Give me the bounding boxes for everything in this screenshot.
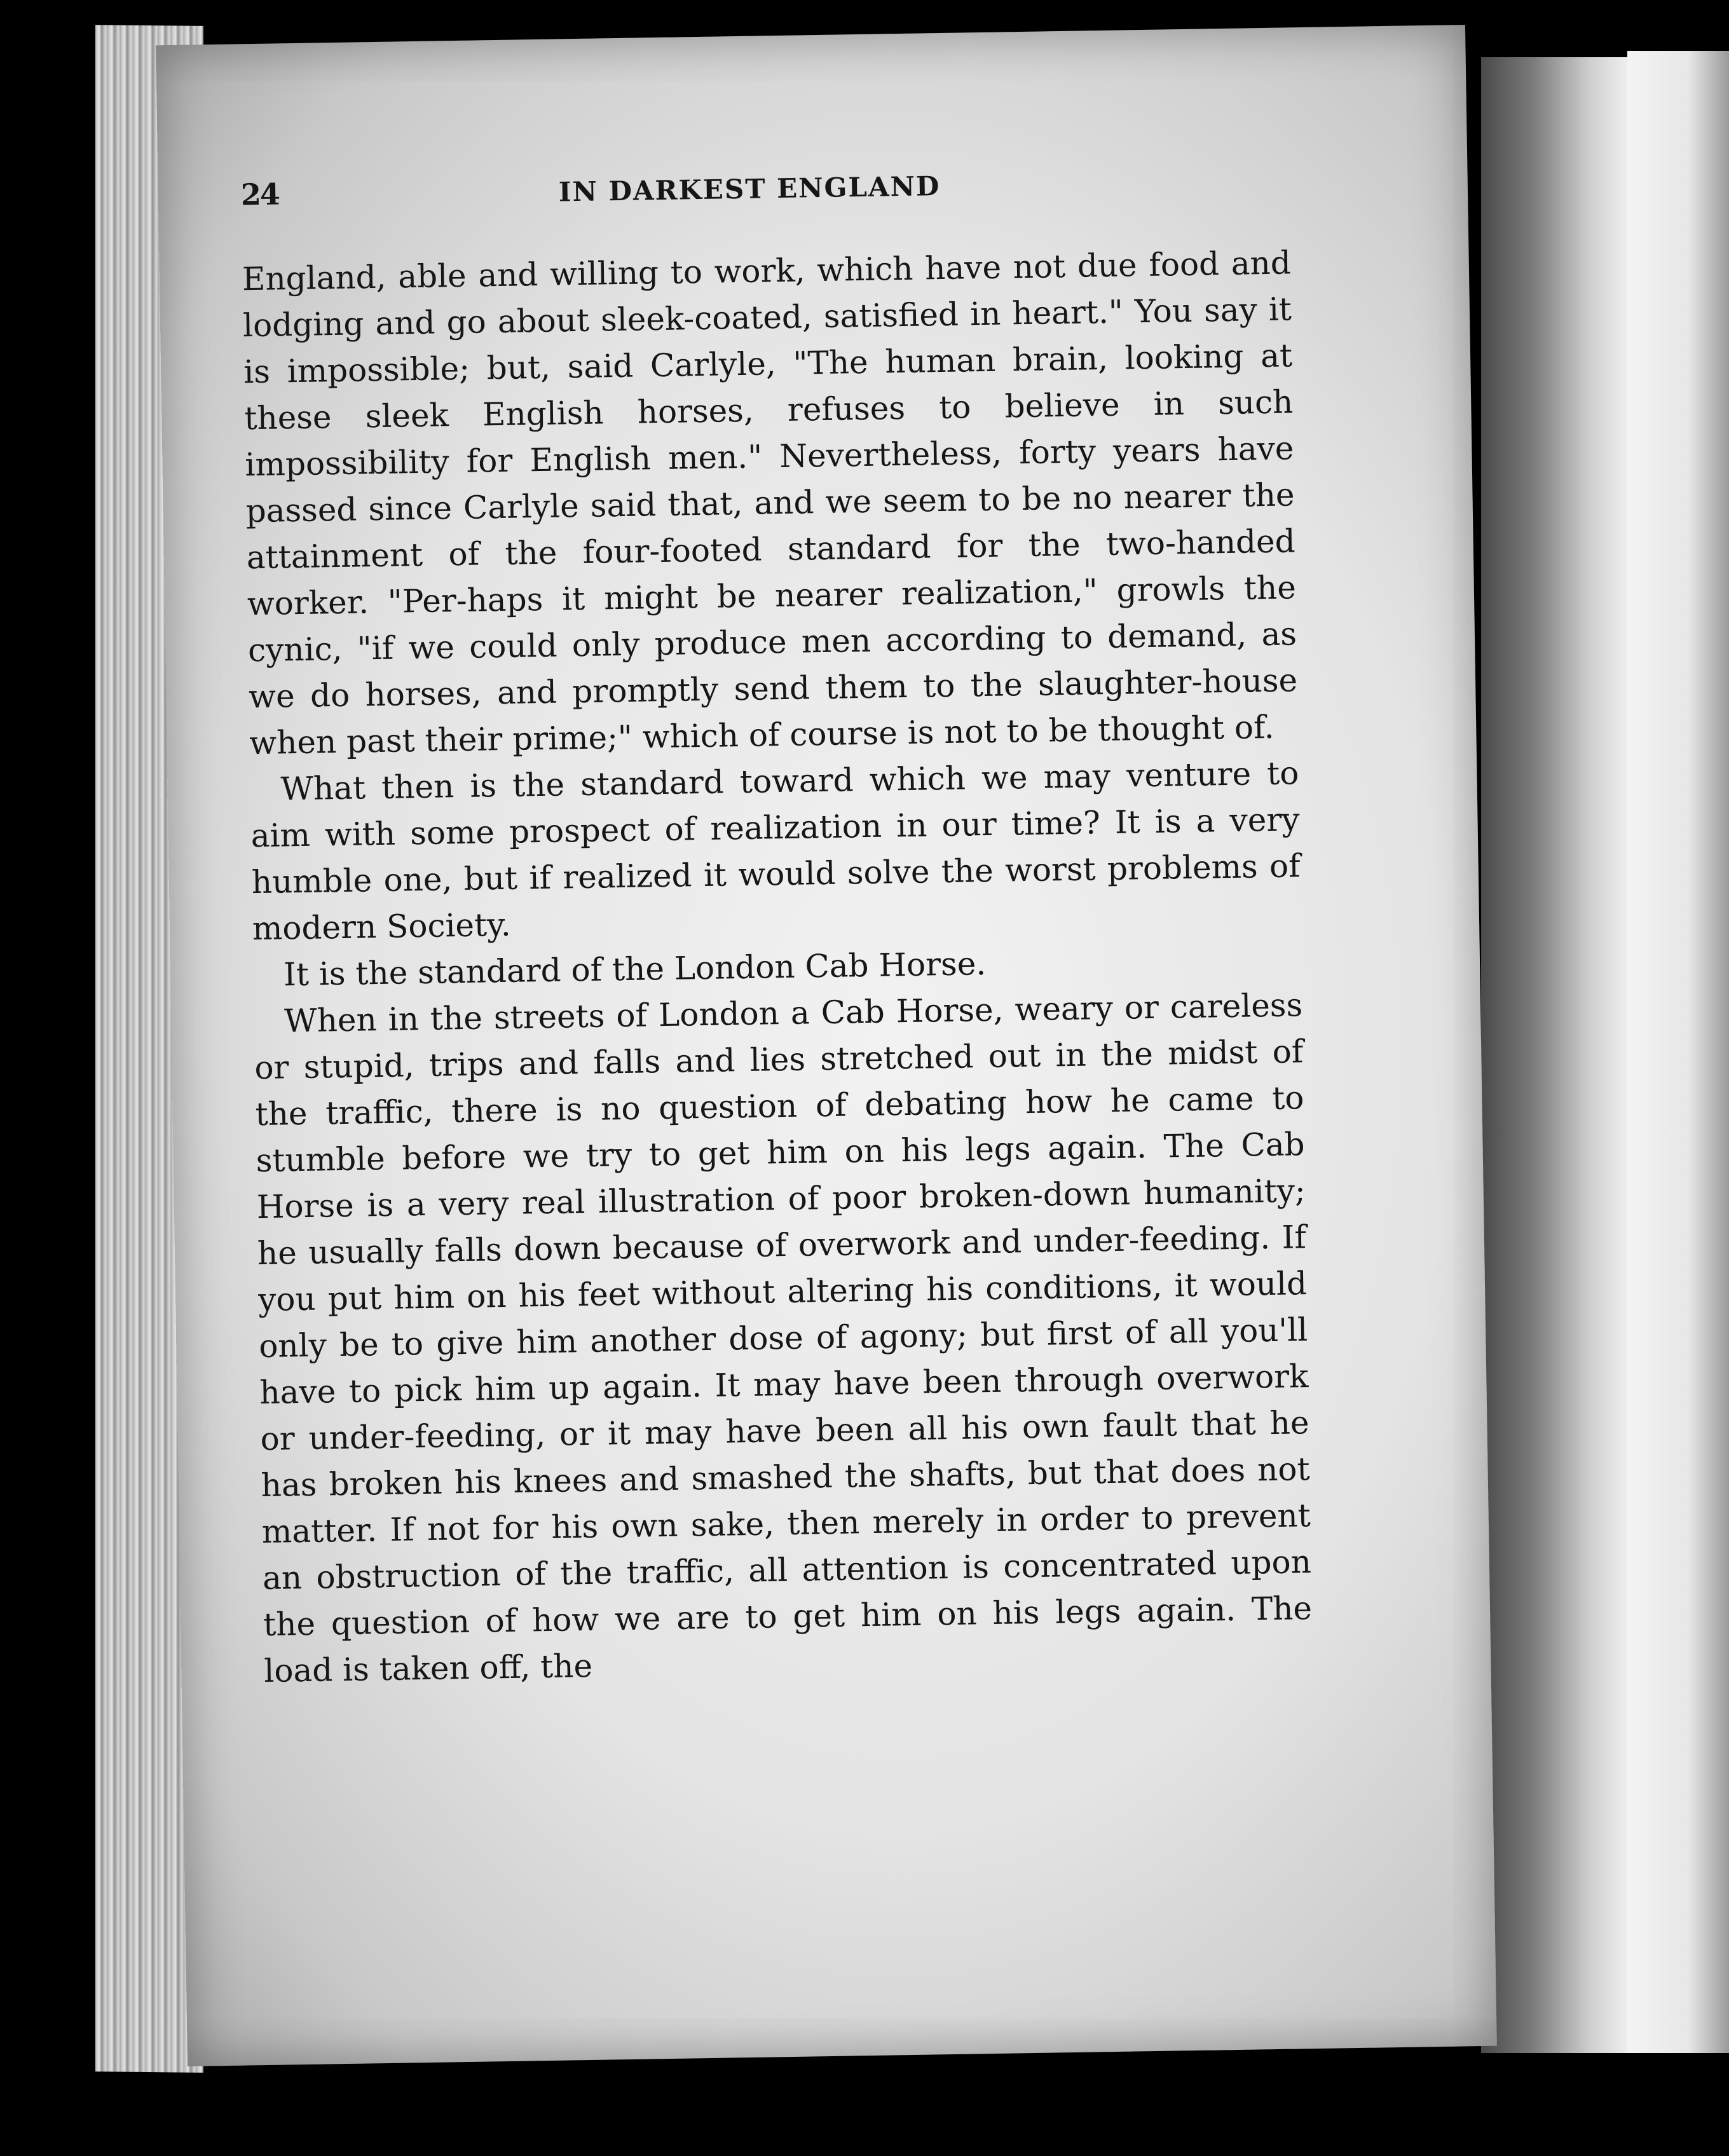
paragraph-cab-horse-standard: It is the standard of the London Cab Horse. <box>283 945 987 993</box>
paragraph-standard-question: What then is the standard toward which we may venture to aim with some prospect of realization in our time? It is a very humble one, but if realized it would solve the worst problems of modern Society. <box>250 754 1301 948</box>
facing-page-edge <box>1627 51 1729 2053</box>
page-text-block <box>240 161 1313 1695</box>
page-number: 24 <box>240 177 280 212</box>
paragraph-continued: England, able and willing to work, which have not due food and lodging and go about sleek-coated, satisfied in heart." You say it is impossible; but, said Carlyle, "The human brain, looking at these sleek English horses, refuses to believe in such impossibility for English men." Nevertheless, forty years have passed since Carlyle said that, and we seem to be no nearer the attainment of the four-footed standard for the two-handed worker. "Per-haps it might be nearer realization," growls the cynic, "if we could only produce men according to demand, as we do horses, and promptly send them to the slaughter-house when past their prime;" which of course is not to be thought of. <box>242 244 1298 762</box>
book-gutter <box>1481 57 1627 2053</box>
paragraph-cab-horse-illustration: When in the streets of London a Cab Horse, weary or careless or stupid, trips and falls and lies stretched out in the midst of the traffic, there is no question of debating how he came to stumble before we try to get him on his legs again. The Cab Horse is a very real illustration of poor broken-down humanity; he usually falls down because of overwork and under-feeding. If you put him on his feet without altering his conditions, it would only be to give him another dose of agony; but first of all you'll have to pick him up again. It may have been through overwork or under-feeding, or it may have been all his own fault that he has broken his knees and smashed the shafts, but that does not matter. If not for his own sake, then merely in order to prevent an obstruction of the traffic, all attention is concentrated upon the question of how we are to get him on his legs again. The load is taken off, the <box>254 986 1313 1690</box>
book-page <box>156 25 1497 2066</box>
running-head <box>240 161 1290 228</box>
running-title: IN DARKEST ENGLAND <box>558 170 941 208</box>
